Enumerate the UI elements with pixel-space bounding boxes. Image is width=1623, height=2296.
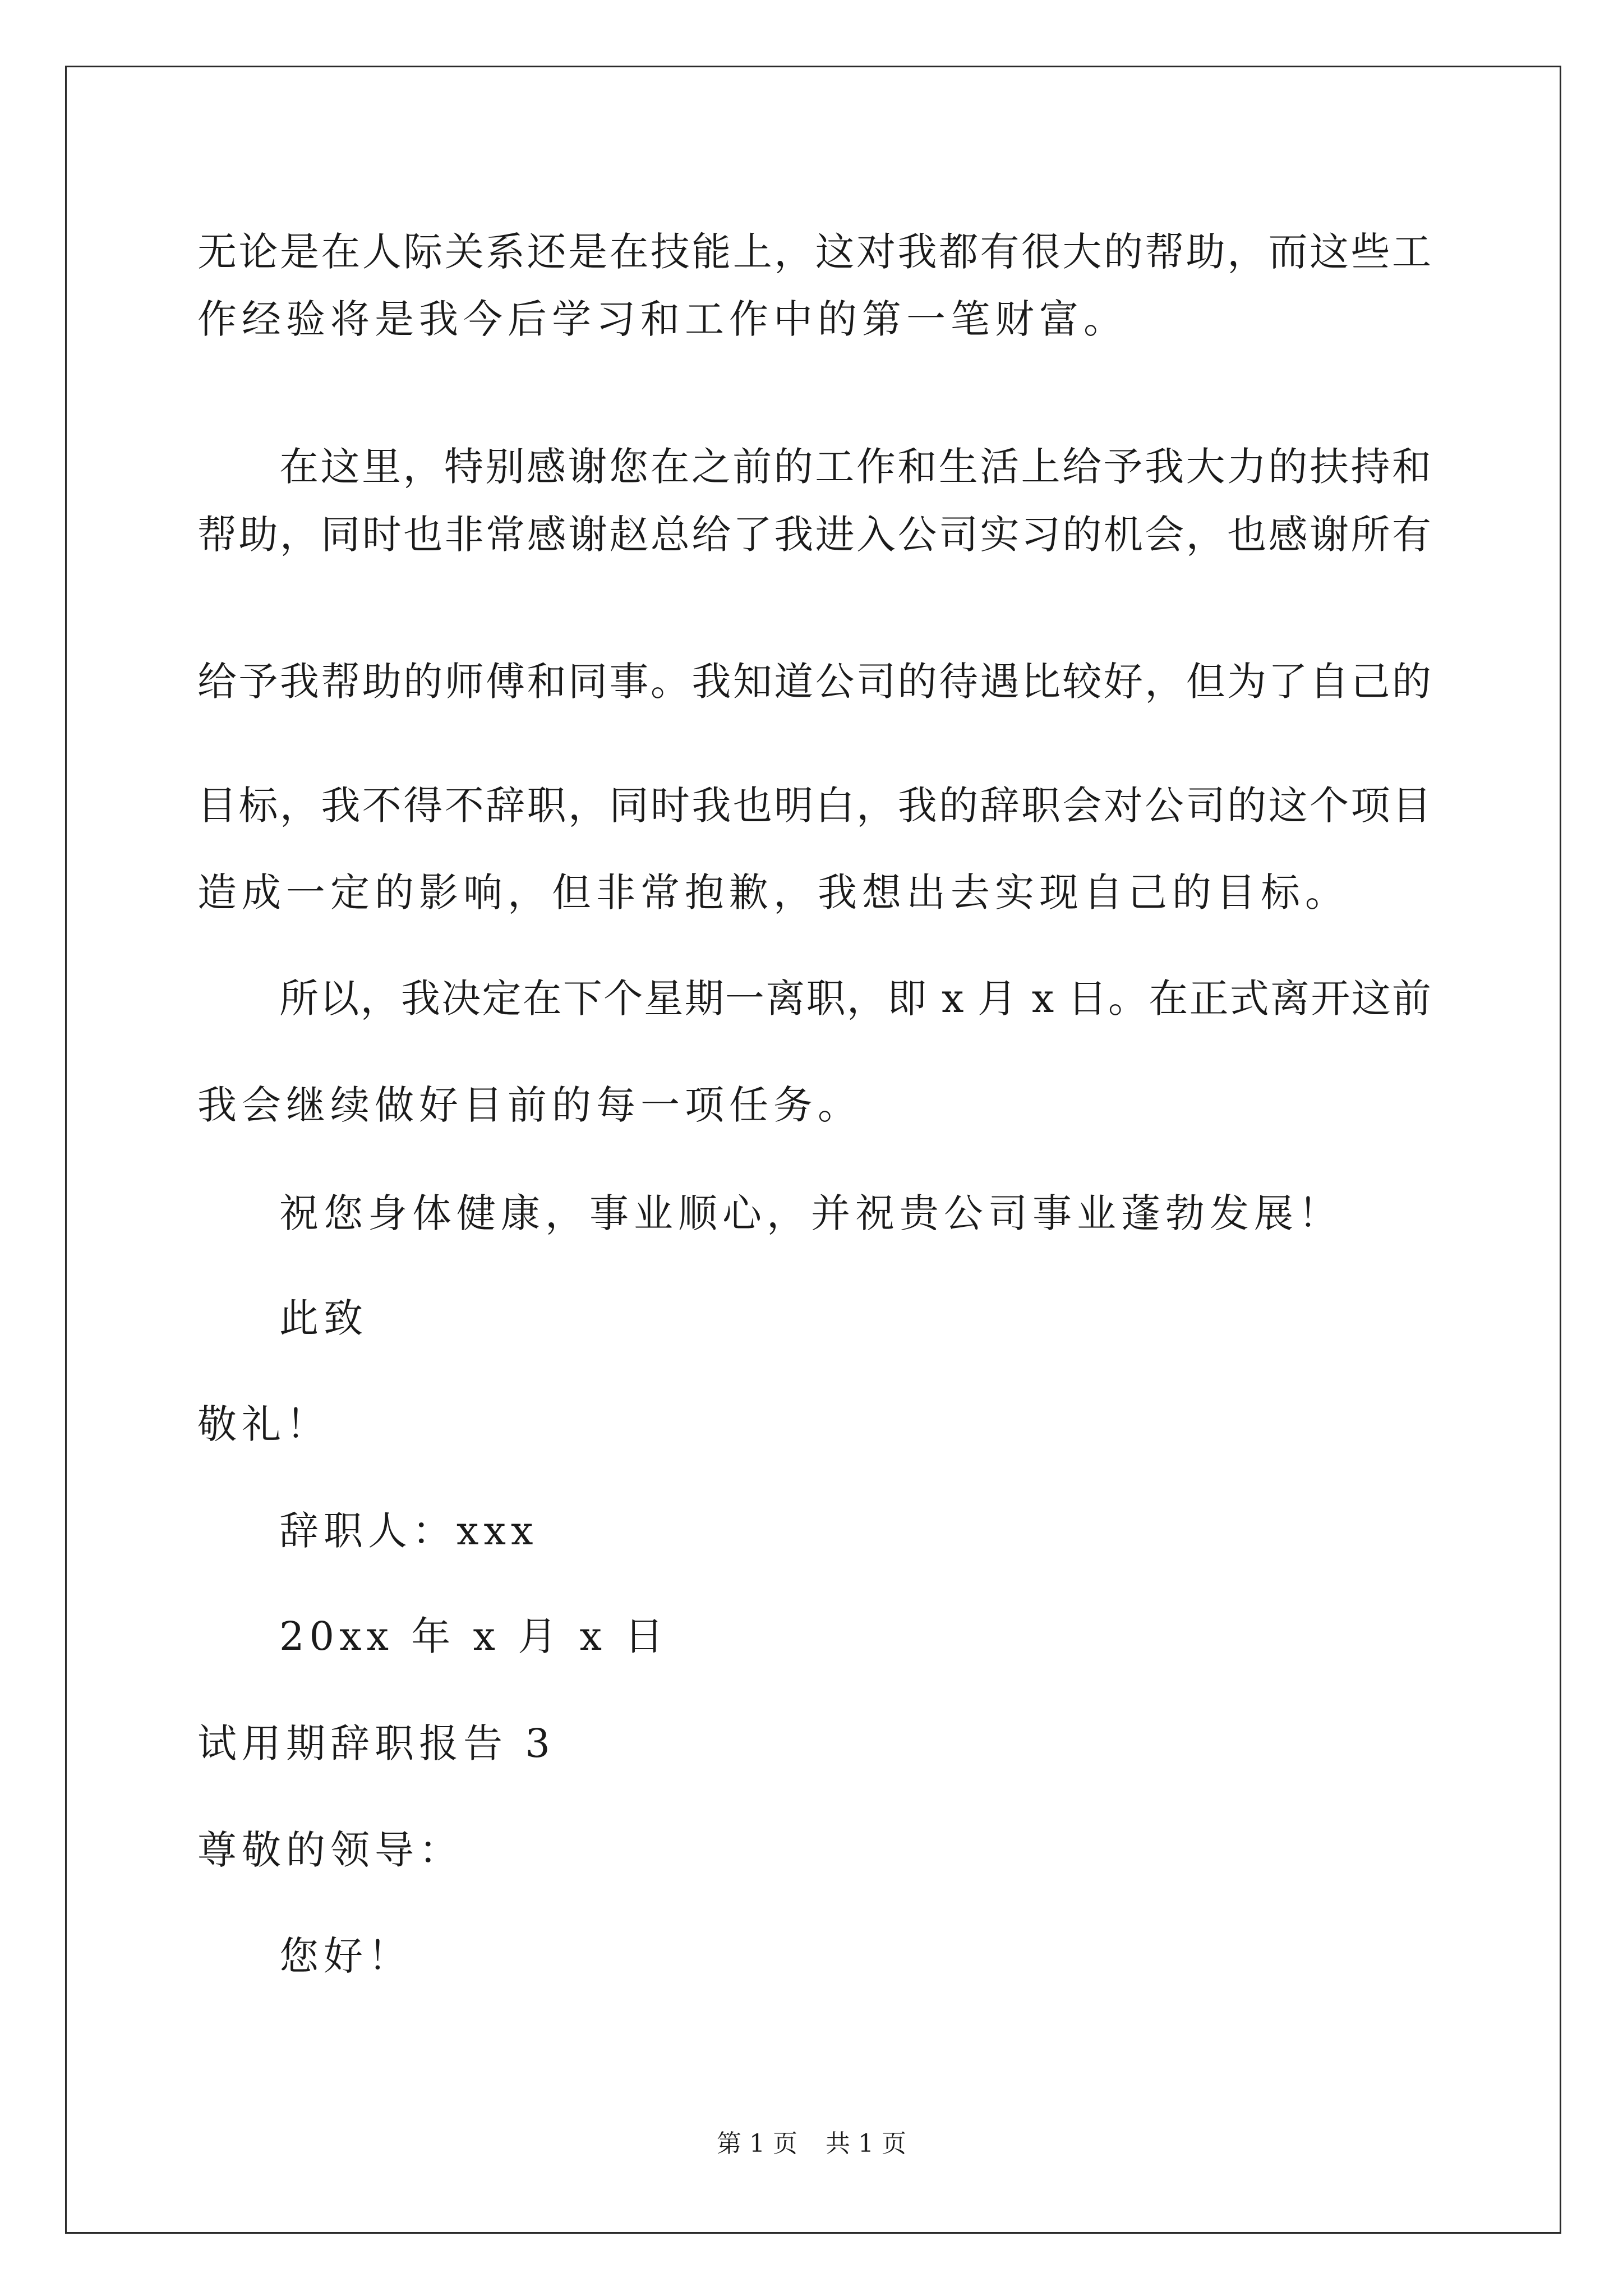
hello-line: 您好！	[279, 1933, 412, 1979]
body-line-4: 帮助，同时也非常感谢赵总给了我进入公司实习的机会，也感谢所有	[197, 512, 1431, 558]
page-border	[65, 66, 1561, 2234]
body-line-6: 目标，我不得不辞职，同时我也明白，我的辞职会对公司的这个项目	[197, 783, 1431, 829]
signature-line: 辞职人：xxx	[279, 1508, 538, 1554]
salutation-line: 敬礼！	[197, 1401, 330, 1447]
body-line-8: 所以，我决定在下个星期一离职，即 x 月 x 日。在正式离开这前	[279, 976, 1431, 1022]
body-line-2: 作经验将是我今后学习和工作中的第一笔财富。	[197, 296, 1128, 342]
body-line-7: 造成一定的影响，但非常抱歉，我想出去实现自己的目标。	[197, 869, 1349, 915]
body-line-10: 祝您身体健康，事业顺心，并祝贵公司事业蓬勃发展！	[279, 1190, 1343, 1236]
page-footer	[0, 2129, 1623, 2158]
body-line-9: 我会继续做好目前的每一项任务。	[197, 1082, 862, 1128]
section-title: 试用期辞职报告 3	[197, 1720, 555, 1766]
page-total: 共 1 页	[826, 2129, 906, 2158]
body-line-5: 给予我帮助的师傅和同事。我知道公司的待遇比较好，但为了自己的	[197, 659, 1431, 705]
body-line-3: 在这里，特别感谢您在之前的工作和生活上给予我大力的扶持和	[279, 444, 1431, 490]
body-line-1: 无论是在人际关系还是在技能上，这对我都有很大的帮助，而这些工	[197, 229, 1431, 275]
closing-line: 此致	[279, 1295, 368, 1341]
letter-greeting: 尊敬的领导：	[197, 1827, 463, 1873]
date-line: 20xx 年 x 月 x 日	[279, 1613, 669, 1659]
page-number: 第 1 页	[717, 2129, 797, 2158]
